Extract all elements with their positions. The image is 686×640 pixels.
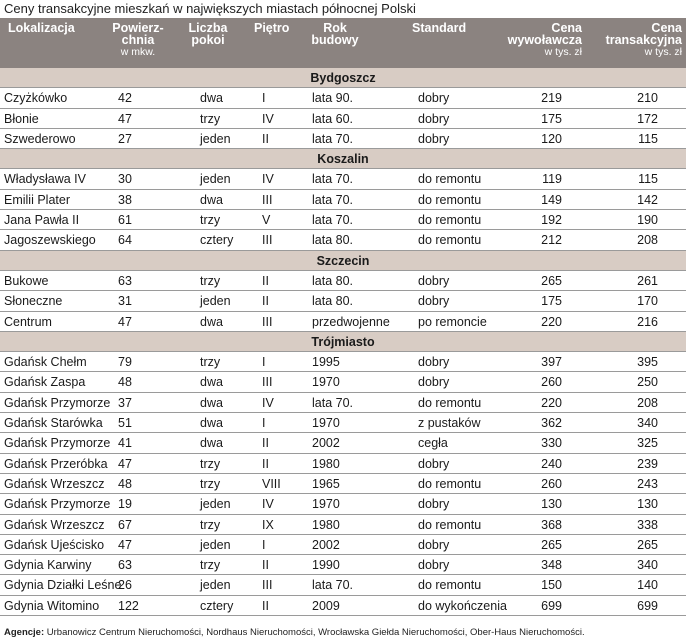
- cell-lokalizacja: Błonie: [4, 111, 39, 126]
- cell-rok: 1995: [312, 355, 340, 370]
- group-header: Koszalin: [0, 149, 686, 169]
- cell-pietro: II: [262, 436, 269, 451]
- cell-standard: dobry: [418, 131, 450, 146]
- cell-cena-transakcyjna: 239: [637, 456, 658, 471]
- cell-lokalizacja: Gdańsk Przymorze: [4, 497, 111, 512]
- cell-standard: dobry: [418, 558, 450, 573]
- cell-rok: lata 70.: [312, 213, 354, 228]
- cell-cena-wywolawcza: 149: [541, 192, 562, 207]
- cell-pietro: I: [262, 416, 266, 431]
- cell-lokalizacja: Gdańsk Ujeścisko: [4, 537, 105, 552]
- cell-cena-wywolawcza: 150: [541, 578, 562, 593]
- cell-cena-transakcyjna: 325: [637, 436, 658, 451]
- cell-cena-transakcyjna: 395: [637, 355, 658, 370]
- cell-pokoje: dwa: [200, 192, 223, 207]
- cell-powierzchnia: 41: [118, 436, 132, 451]
- cell-pokoje: dwa: [200, 436, 223, 451]
- cell-cena-transakcyjna: 210: [637, 91, 658, 106]
- cell-pietro: III: [262, 314, 273, 329]
- table-body: [0, 68, 686, 616]
- cell-rok: 2002: [312, 537, 340, 552]
- cell-cena-wywolawcza: 368: [541, 517, 562, 532]
- cell-cena-wywolawcza: 220: [541, 395, 562, 410]
- cell-standard: dobry: [418, 537, 450, 552]
- cell-cena-transakcyjna: 190: [637, 213, 658, 228]
- cell-powierzchnia: 31: [118, 294, 132, 309]
- cell-powierzchnia: 37: [118, 395, 132, 410]
- cell-cena-transakcyjna: 216: [637, 314, 658, 329]
- cell-pokoje: dwa: [200, 395, 223, 410]
- cell-lokalizacja: Gdynia Karwiny: [4, 558, 92, 573]
- cell-powierzchnia: 122: [118, 598, 139, 613]
- cell-standard: do remontu: [418, 578, 482, 593]
- cell-cena-wywolawcza: 219: [541, 91, 562, 106]
- table-row: [0, 596, 686, 616]
- cell-lokalizacja: Gdańsk Starówka: [4, 416, 103, 431]
- cell-standard: dobry: [418, 91, 450, 106]
- cell-cena-wywolawcza: 265: [541, 273, 562, 288]
- cell-rok: 1970: [312, 497, 340, 512]
- cell-cena-wywolawcza: 192: [541, 213, 562, 228]
- cell-lokalizacja: Gdańsk Przymorze: [4, 436, 111, 451]
- cell-rok: 2002: [312, 436, 340, 451]
- cell-cena-wywolawcza: 348: [541, 558, 562, 573]
- cell-powierzchnia: 79: [118, 355, 132, 370]
- table-row: [0, 433, 686, 453]
- cell-powierzchnia: 48: [118, 375, 132, 390]
- cell-rok: 1970: [312, 375, 340, 390]
- cell-cena-wywolawcza: 220: [541, 314, 562, 329]
- cell-cena-transakcyjna: 340: [637, 416, 658, 431]
- cell-lokalizacja: Gdańsk Chełm: [4, 355, 87, 370]
- cell-rok: lata 70.: [312, 578, 354, 593]
- cell-pokoje: jeden: [200, 294, 231, 309]
- table-row: [0, 372, 686, 392]
- cell-cena-wywolawcza: 265: [541, 537, 562, 552]
- cell-lokalizacja: Bukowe: [4, 273, 49, 288]
- cell-pietro: V: [262, 213, 271, 228]
- cell-powierzchnia: 47: [118, 456, 132, 471]
- cell-standard: dobry: [418, 456, 450, 471]
- cell-lokalizacja: Centrum: [4, 314, 52, 329]
- cell-standard: po remoncie: [418, 314, 487, 329]
- cell-cena-wywolawcza: 212: [541, 233, 562, 248]
- cell-cena-transakcyjna: 699: [637, 598, 658, 613]
- cell-cena-transakcyjna: 338: [637, 517, 658, 532]
- cell-cena-wywolawcza: 699: [541, 598, 562, 613]
- cell-rok: 1970: [312, 416, 340, 431]
- cell-cena-transakcyjna: 142: [637, 192, 658, 207]
- cell-pokoje: cztery: [200, 233, 234, 248]
- table-row: [0, 454, 686, 474]
- cell-cena-transakcyjna: 115: [638, 131, 658, 146]
- group-header: Trójmiasto: [0, 332, 686, 352]
- cell-lokalizacja: Gdańsk Przymorze: [4, 395, 111, 410]
- table-row: [0, 575, 686, 595]
- cell-rok: lata 60.: [312, 111, 354, 126]
- cell-cena-wywolawcza: 330: [541, 436, 562, 451]
- header-cena-transakcyjna: Cena transakcyjna w tys. zł: [605, 21, 682, 58]
- cell-standard: do remontu: [418, 213, 482, 228]
- cell-powierzchnia: 19: [118, 497, 132, 512]
- cell-rok: lata 80.: [312, 233, 354, 248]
- cell-standard: dobry: [418, 273, 450, 288]
- cell-powierzchnia: 48: [118, 476, 132, 491]
- cell-cena-transakcyjna: 340: [637, 558, 658, 573]
- cell-cena-transakcyjna: 130: [637, 497, 658, 512]
- cell-standard: cegła: [418, 436, 448, 451]
- cell-cena-wywolawcza: 130: [541, 497, 562, 512]
- cell-lokalizacja: Jana Pawła II: [4, 213, 80, 228]
- table-row: [0, 312, 686, 332]
- table-row: [0, 535, 686, 555]
- cell-pietro: II: [262, 294, 269, 309]
- cell-cena-transakcyjna: 250: [637, 375, 658, 390]
- cell-powierzchnia: 42: [118, 91, 132, 106]
- cell-rok: lata 70.: [312, 172, 354, 187]
- table-row: [0, 210, 686, 230]
- table-row: [0, 413, 686, 433]
- cell-rok: 1980: [312, 456, 340, 471]
- header-pietro: Piętro: [254, 21, 290, 35]
- cell-rok: 1965: [312, 476, 340, 491]
- cell-standard: do remontu: [418, 517, 482, 532]
- cell-pokoje: dwa: [200, 314, 223, 329]
- cell-powierzchnia: 47: [118, 537, 132, 552]
- cell-lokalizacja: Słoneczne: [4, 294, 63, 309]
- cell-powierzchnia: 27: [118, 131, 132, 146]
- table-row: [0, 271, 686, 291]
- cell-cena-transakcyjna: 115: [638, 172, 658, 187]
- cell-cena-transakcyjna: 170: [637, 294, 658, 309]
- cell-powierzchnia: 38: [118, 192, 132, 207]
- table-row: [0, 129, 686, 149]
- cell-pokoje: jeden: [200, 172, 231, 187]
- table-row: [0, 190, 686, 210]
- group-header: Bydgoszcz: [0, 68, 686, 88]
- table-title: Ceny transakcyjne mieszkań w największych miastach północnej Polski: [4, 1, 416, 16]
- cell-pokoje: trzy: [200, 111, 221, 126]
- cell-lokalizacja: Gdynia Witomino: [4, 598, 100, 613]
- cell-standard: do remontu: [418, 395, 482, 410]
- cell-standard: do remontu: [418, 192, 482, 207]
- footer-text: Urbanowicz Centrum Nieruchomości, Nordhaus Nieruchomości, Wrocławska Giełda Nieruchomości, Ober-Haus Nieruchomości.: [44, 627, 585, 638]
- cell-lokalizacja: Jagoszewskiego: [4, 233, 96, 248]
- cell-standard: dobry: [418, 497, 450, 512]
- cell-lokalizacja: Emilii Plater: [4, 192, 70, 207]
- cell-powierzchnia: 63: [118, 273, 132, 288]
- table-row: [0, 109, 686, 129]
- cell-powierzchnia: 63: [118, 558, 132, 573]
- cell-rok: przedwojenne: [312, 314, 390, 329]
- cell-pokoje: jeden: [200, 578, 231, 593]
- cell-pietro: II: [262, 558, 269, 573]
- cell-standard: do wykończenia: [418, 598, 507, 613]
- cell-pietro: IV: [262, 395, 274, 410]
- cell-pokoje: trzy: [200, 476, 221, 491]
- footer-sources: [4, 627, 585, 639]
- cell-pietro: VIII: [262, 476, 281, 491]
- cell-pietro: II: [262, 273, 269, 288]
- cell-pietro: II: [262, 131, 269, 146]
- cell-cena-wywolawcza: 260: [541, 476, 562, 491]
- header-rok: Rok budowy: [311, 21, 359, 47]
- cell-pokoje: trzy: [200, 558, 221, 573]
- cell-standard: do remontu: [418, 233, 482, 248]
- header-standard: Standard: [412, 21, 467, 35]
- cell-pokoje: dwa: [200, 375, 223, 390]
- table-row: [0, 474, 686, 494]
- cell-rok: 1990: [312, 558, 340, 573]
- cell-standard: do remontu: [418, 476, 482, 491]
- cell-cena-transakcyjna: 265: [637, 537, 658, 552]
- cell-powierzchnia: 26: [118, 578, 132, 593]
- group-header: Szczecin: [0, 251, 686, 271]
- table-header: [0, 18, 686, 68]
- cell-pietro: IV: [262, 497, 274, 512]
- cell-lokalizacja: Szwederowo: [4, 131, 76, 146]
- cell-standard: z pustaków: [418, 416, 481, 431]
- cell-powierzchnia: 47: [118, 111, 132, 126]
- cell-pokoje: trzy: [200, 517, 221, 532]
- cell-powierzchnia: 67: [118, 517, 132, 532]
- cell-pietro: II: [262, 598, 269, 613]
- cell-powierzchnia: 64: [118, 233, 132, 248]
- cell-cena-wywolawcza: 120: [541, 131, 562, 146]
- cell-standard: dobry: [418, 111, 450, 126]
- cell-pokoje: dwa: [200, 91, 223, 106]
- cell-rok: lata 80.: [312, 273, 354, 288]
- table-row: [0, 494, 686, 514]
- cell-cena-wywolawcza: 260: [541, 375, 562, 390]
- cell-rok: lata 70.: [312, 131, 354, 146]
- table-row: [0, 88, 686, 108]
- cell-pietro: I: [262, 355, 266, 370]
- cell-rok: lata 90.: [312, 91, 354, 106]
- cell-lokalizacja: Czyżkówko: [4, 91, 68, 106]
- cell-pietro: II: [262, 456, 269, 471]
- cell-pietro: III: [262, 233, 273, 248]
- cell-cena-wywolawcza: 175: [541, 294, 562, 309]
- header-pokoje: Liczba pokoi: [188, 21, 228, 47]
- cell-rok: 1980: [312, 517, 340, 532]
- cell-cena-transakcyjna: 208: [637, 233, 658, 248]
- cell-cena-wywolawcza: 397: [541, 355, 562, 370]
- cell-rok: lata 80.: [312, 294, 354, 309]
- cell-cena-transakcyjna: 243: [637, 476, 658, 491]
- table-row: [0, 169, 686, 189]
- cell-pokoje: jeden: [200, 131, 231, 146]
- cell-powierzchnia: 51: [118, 416, 132, 431]
- table-row: [0, 291, 686, 311]
- cell-cena-wywolawcza: 362: [541, 416, 562, 431]
- cell-lokalizacja: Gdańsk Wrzeszcz: [4, 517, 105, 532]
- header-lokalizacja: Lokalizacja: [8, 21, 75, 35]
- cell-cena-transakcyjna: 140: [637, 578, 658, 593]
- cell-powierzchnia: 61: [118, 213, 132, 228]
- cell-pokoje: trzy: [200, 355, 221, 370]
- cell-cena-wywolawcza: 119: [542, 172, 562, 187]
- cell-pokoje: dwa: [200, 416, 223, 431]
- cell-standard: dobry: [418, 375, 450, 390]
- table-row: [0, 230, 686, 250]
- cell-rok: lata 70.: [312, 192, 354, 207]
- cell-cena-wywolawcza: 240: [541, 456, 562, 471]
- cell-standard: dobry: [418, 355, 450, 370]
- cell-standard: dobry: [418, 294, 450, 309]
- table-row: [0, 515, 686, 535]
- cell-pokoje: cztery: [200, 598, 234, 613]
- cell-pietro: III: [262, 375, 273, 390]
- cell-pietro: IV: [262, 111, 274, 126]
- table-row: [0, 393, 686, 413]
- cell-pokoje: jeden: [200, 537, 231, 552]
- header-powierzchnia: Powierz- chnia w mkw.: [112, 21, 164, 58]
- cell-pietro: III: [262, 192, 273, 207]
- cell-rok: lata 70.: [312, 395, 354, 410]
- cell-standard: do remontu: [418, 172, 482, 187]
- header-cena-wywolawcza: Cena wywoławcza w tys. zł: [507, 21, 582, 58]
- cell-cena-wywolawcza: 175: [541, 111, 562, 126]
- cell-lokalizacja: Władysława IV: [4, 172, 86, 187]
- footer-label: Agencje:: [4, 627, 45, 638]
- cell-pietro: I: [262, 91, 266, 106]
- table-row: [0, 352, 686, 372]
- cell-powierzchnia: 30: [118, 172, 132, 187]
- cell-powierzchnia: 47: [118, 314, 132, 329]
- cell-pokoje: jeden: [200, 497, 231, 512]
- cell-pietro: III: [262, 578, 273, 593]
- cell-cena-transakcyjna: 261: [637, 273, 658, 288]
- cell-pokoje: trzy: [200, 213, 221, 228]
- table-row: [0, 555, 686, 575]
- cell-pokoje: trzy: [200, 456, 221, 471]
- cell-lokalizacja: Gdańsk Przeróbka: [4, 456, 108, 471]
- cell-cena-transakcyjna: 208: [637, 395, 658, 410]
- cell-rok: 2009: [312, 598, 340, 613]
- cell-lokalizacja: Gdynia Działki Leśne: [4, 578, 122, 593]
- cell-cena-transakcyjna: 172: [637, 111, 658, 126]
- cell-pokoje: trzy: [200, 273, 221, 288]
- cell-pietro: I: [262, 537, 266, 552]
- cell-pietro: IX: [262, 517, 274, 532]
- cell-pietro: IV: [262, 172, 274, 187]
- cell-lokalizacja: Gdańsk Wrzeszcz: [4, 476, 105, 491]
- cell-lokalizacja: Gdańsk Zaspa: [4, 375, 86, 390]
